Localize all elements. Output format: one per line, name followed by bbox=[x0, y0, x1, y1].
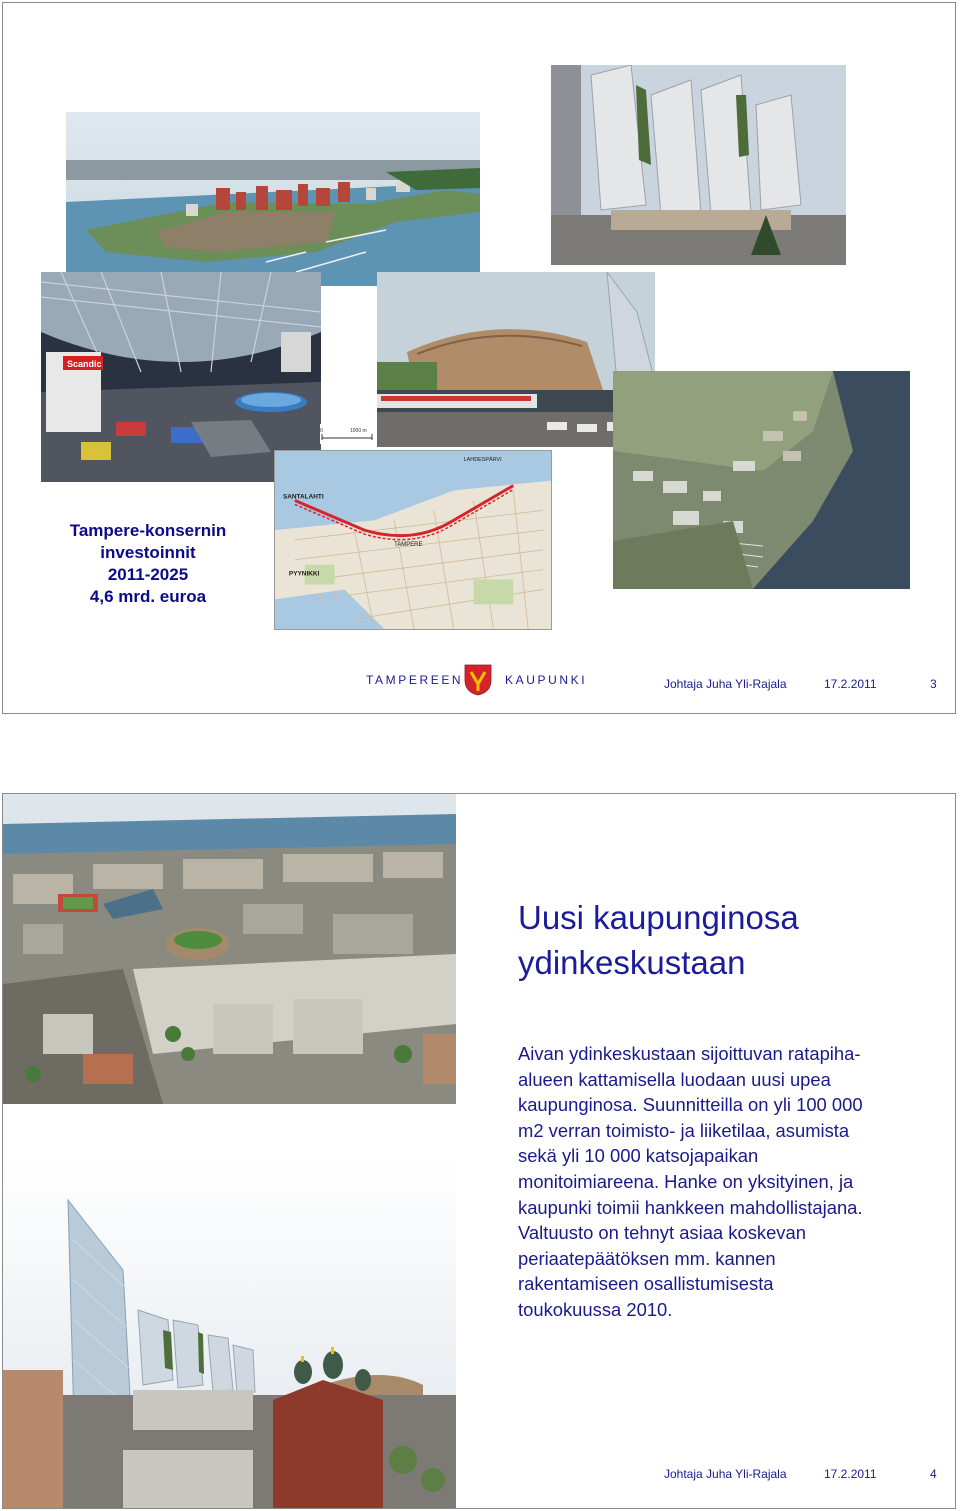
waterfront-aerial-image bbox=[613, 371, 910, 589]
tampere-crest-icon bbox=[464, 664, 492, 696]
tower-rendering-image bbox=[551, 65, 846, 265]
body-line: kaupunki toimii hankkeen mahdollistajana. bbox=[518, 1196, 863, 1218]
map-label-tampere: TAMPERE bbox=[394, 541, 423, 548]
investment-title-line-4: 4,6 mrd. euroa bbox=[89, 587, 207, 606]
slide-heading-line-2: ydinkeskustaan bbox=[518, 944, 746, 981]
logo-text-kaupunki: KAUPUNKI bbox=[505, 673, 588, 687]
body-line: periaatepäätöksen mm. kannen bbox=[518, 1247, 776, 1269]
scandic-sign-text: Scandic bbox=[67, 359, 102, 369]
scale-zero: 0 bbox=[320, 428, 323, 434]
footer-date: 17.2.2011 bbox=[824, 677, 877, 691]
slide-heading-line-1: Uusi kaupunginosa bbox=[518, 899, 799, 936]
map-label-santalahti: SANTALAHTI bbox=[282, 493, 324, 501]
investment-title bbox=[48, 520, 248, 608]
footer-date-slide4: 17.2.2011 bbox=[824, 1467, 877, 1481]
map-scale-bar bbox=[320, 424, 376, 444]
investment-title-line-2: investoinnit bbox=[100, 543, 196, 562]
map-label-pyynikki: PYYNIKKI bbox=[288, 570, 320, 578]
investment-title-line-3: 2011-2025 bbox=[107, 565, 189, 584]
body-line: monitoimiareena. Hanke on yksityinen, ja bbox=[518, 1170, 854, 1192]
scale-km: 1000 m bbox=[350, 428, 367, 434]
body-line: rakentamiseen osallistumisesta bbox=[518, 1273, 774, 1295]
body-line: sekä yli 10 000 katsojapaikan bbox=[518, 1145, 759, 1167]
body-line: m2 verran toimisto- ja liiketilaa, asumista bbox=[518, 1119, 850, 1141]
body-line: kaupunginosa. Suunnitteilla on yli 100 000 bbox=[518, 1094, 863, 1116]
city-aerial-image bbox=[3, 794, 456, 1104]
slide-heading bbox=[518, 895, 799, 985]
harbor-aerial-image bbox=[66, 112, 480, 286]
investment-title-line-1: Tampere-konsernin bbox=[69, 521, 227, 540]
page-number-slide4: 4 bbox=[930, 1467, 937, 1481]
logo-text-tampereen: TAMPEREEN bbox=[366, 673, 464, 687]
footer-author: Johtaja Juha Yli-Rajala bbox=[664, 677, 787, 691]
page-number: 3 bbox=[930, 677, 937, 691]
body-line: toukokuussa 2010. bbox=[518, 1298, 673, 1320]
map-label-top: LAHDESPÄRVI bbox=[463, 456, 502, 463]
body-line: Valtuusto on tehnyt asiaa koskevan bbox=[518, 1222, 806, 1244]
city-map-image bbox=[274, 450, 552, 630]
slide-body-text bbox=[518, 1041, 930, 1323]
body-line: Aivan ydinkeskustaan sijoittuvan ratapiha- bbox=[518, 1043, 861, 1064]
body-line: alueen kattamisella luodaan uusi upea bbox=[518, 1068, 831, 1090]
skyline-rendering-image bbox=[3, 1160, 456, 1508]
footer-author-slide4: Johtaja Juha Yli-Rajala bbox=[664, 1467, 787, 1481]
